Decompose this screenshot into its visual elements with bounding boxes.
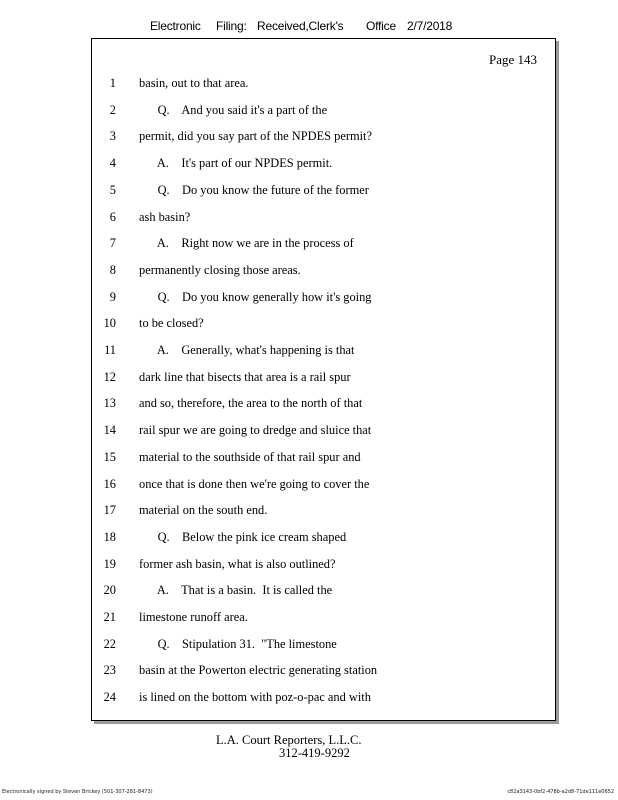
line-text: rail spur we are going to dredge and sluice that <box>139 423 372 438</box>
line-text: to be closed? <box>139 316 204 331</box>
line-number: 14 <box>103 423 116 438</box>
line-number: 17 <box>103 503 116 518</box>
line-number: 16 <box>103 476 116 491</box>
line-number: 3 <box>109 129 116 144</box>
line-text: A. Generally, what's happening is that <box>139 343 355 357</box>
line-number: 19 <box>103 556 116 571</box>
line-number: 22 <box>103 636 116 651</box>
line-text: A. That is a basin. It is called the <box>139 583 333 598</box>
line-text: A. Right now we are in the process of <box>139 236 354 251</box>
line-text: A. It's part of our NPDES permit. <box>139 156 333 171</box>
footer-phone: 312-419-9292 <box>279 746 350 760</box>
line-text: limestone runoff area. <box>139 610 248 624</box>
line-text: material on the south end. <box>139 503 268 518</box>
line-text: Q. Stipulation 31. "The limestone <box>139 636 337 651</box>
line-number: 24 <box>103 690 116 705</box>
line-number: 13 <box>103 396 116 411</box>
page-number: Page 143 <box>488 52 537 67</box>
line-text: Q. Do you know the future of the former <box>139 182 369 197</box>
transcript-page <box>91 38 556 721</box>
line-number: 20 <box>103 583 116 598</box>
line-text: permanently closing those areas. <box>139 262 301 277</box>
line-text: ash basin? <box>139 209 191 224</box>
line-text: basin, out to that area. <box>139 76 249 90</box>
line-number: 1 <box>109 76 116 90</box>
line-number: 23 <box>103 663 116 678</box>
line-text: Q. Below the pink ice cream shaped <box>139 529 347 544</box>
header-filing: Filing: <box>216 19 247 33</box>
footer-company: L.A. Court Reporters, L.L.C. <box>216 733 362 747</box>
line-text: once that is done then we're going to cover the <box>139 476 370 491</box>
line-text: former ash basin, what is also outlined? <box>139 556 336 571</box>
line-number: 10 <box>103 316 116 331</box>
line-number: 8 <box>109 262 116 277</box>
line-number: 2 <box>109 102 116 117</box>
line-number: 5 <box>109 182 116 197</box>
line-number: 15 <box>103 449 116 464</box>
line-number: 7 <box>109 236 116 251</box>
line-number: 11 <box>104 343 116 357</box>
signature-right: c82a3143-0bf2-478b-a2d8-71de111e0652 <box>507 789 614 795</box>
line-number: 18 <box>103 529 116 544</box>
line-text: dark line that bisects that area is a rail spur <box>139 369 351 384</box>
filing-header <box>0 19 618 37</box>
header-date: 2/7/2018 <box>407 19 453 33</box>
line-text: is lined on the bottom with poz-o-pac and with <box>139 690 371 705</box>
header-electronic: Electronic <box>150 19 201 33</box>
line-number: 9 <box>109 289 116 304</box>
line-number: 6 <box>109 209 116 224</box>
line-text: basin at the Powerton electric generating station <box>139 663 378 678</box>
line-text: Q. And you said it's a part of the <box>139 102 328 117</box>
signature-left: Electronically signed by Steven Brickey (501-307-281-8473) <box>2 789 153 795</box>
line-number: 12 <box>103 369 116 384</box>
line-number: 21 <box>103 610 116 624</box>
line-text: material to the southside of that rail spur and <box>139 449 361 464</box>
line-text: Q. Do you know generally how it's going <box>139 289 372 304</box>
header-office: Office <box>366 19 396 33</box>
line-number: 4 <box>109 156 116 171</box>
header-received: Received,Clerk's <box>257 19 344 33</box>
line-text: permit, did you say part of the NPDES permit? <box>139 129 372 144</box>
line-text: and so, therefore, the area to the north of that <box>139 396 363 411</box>
